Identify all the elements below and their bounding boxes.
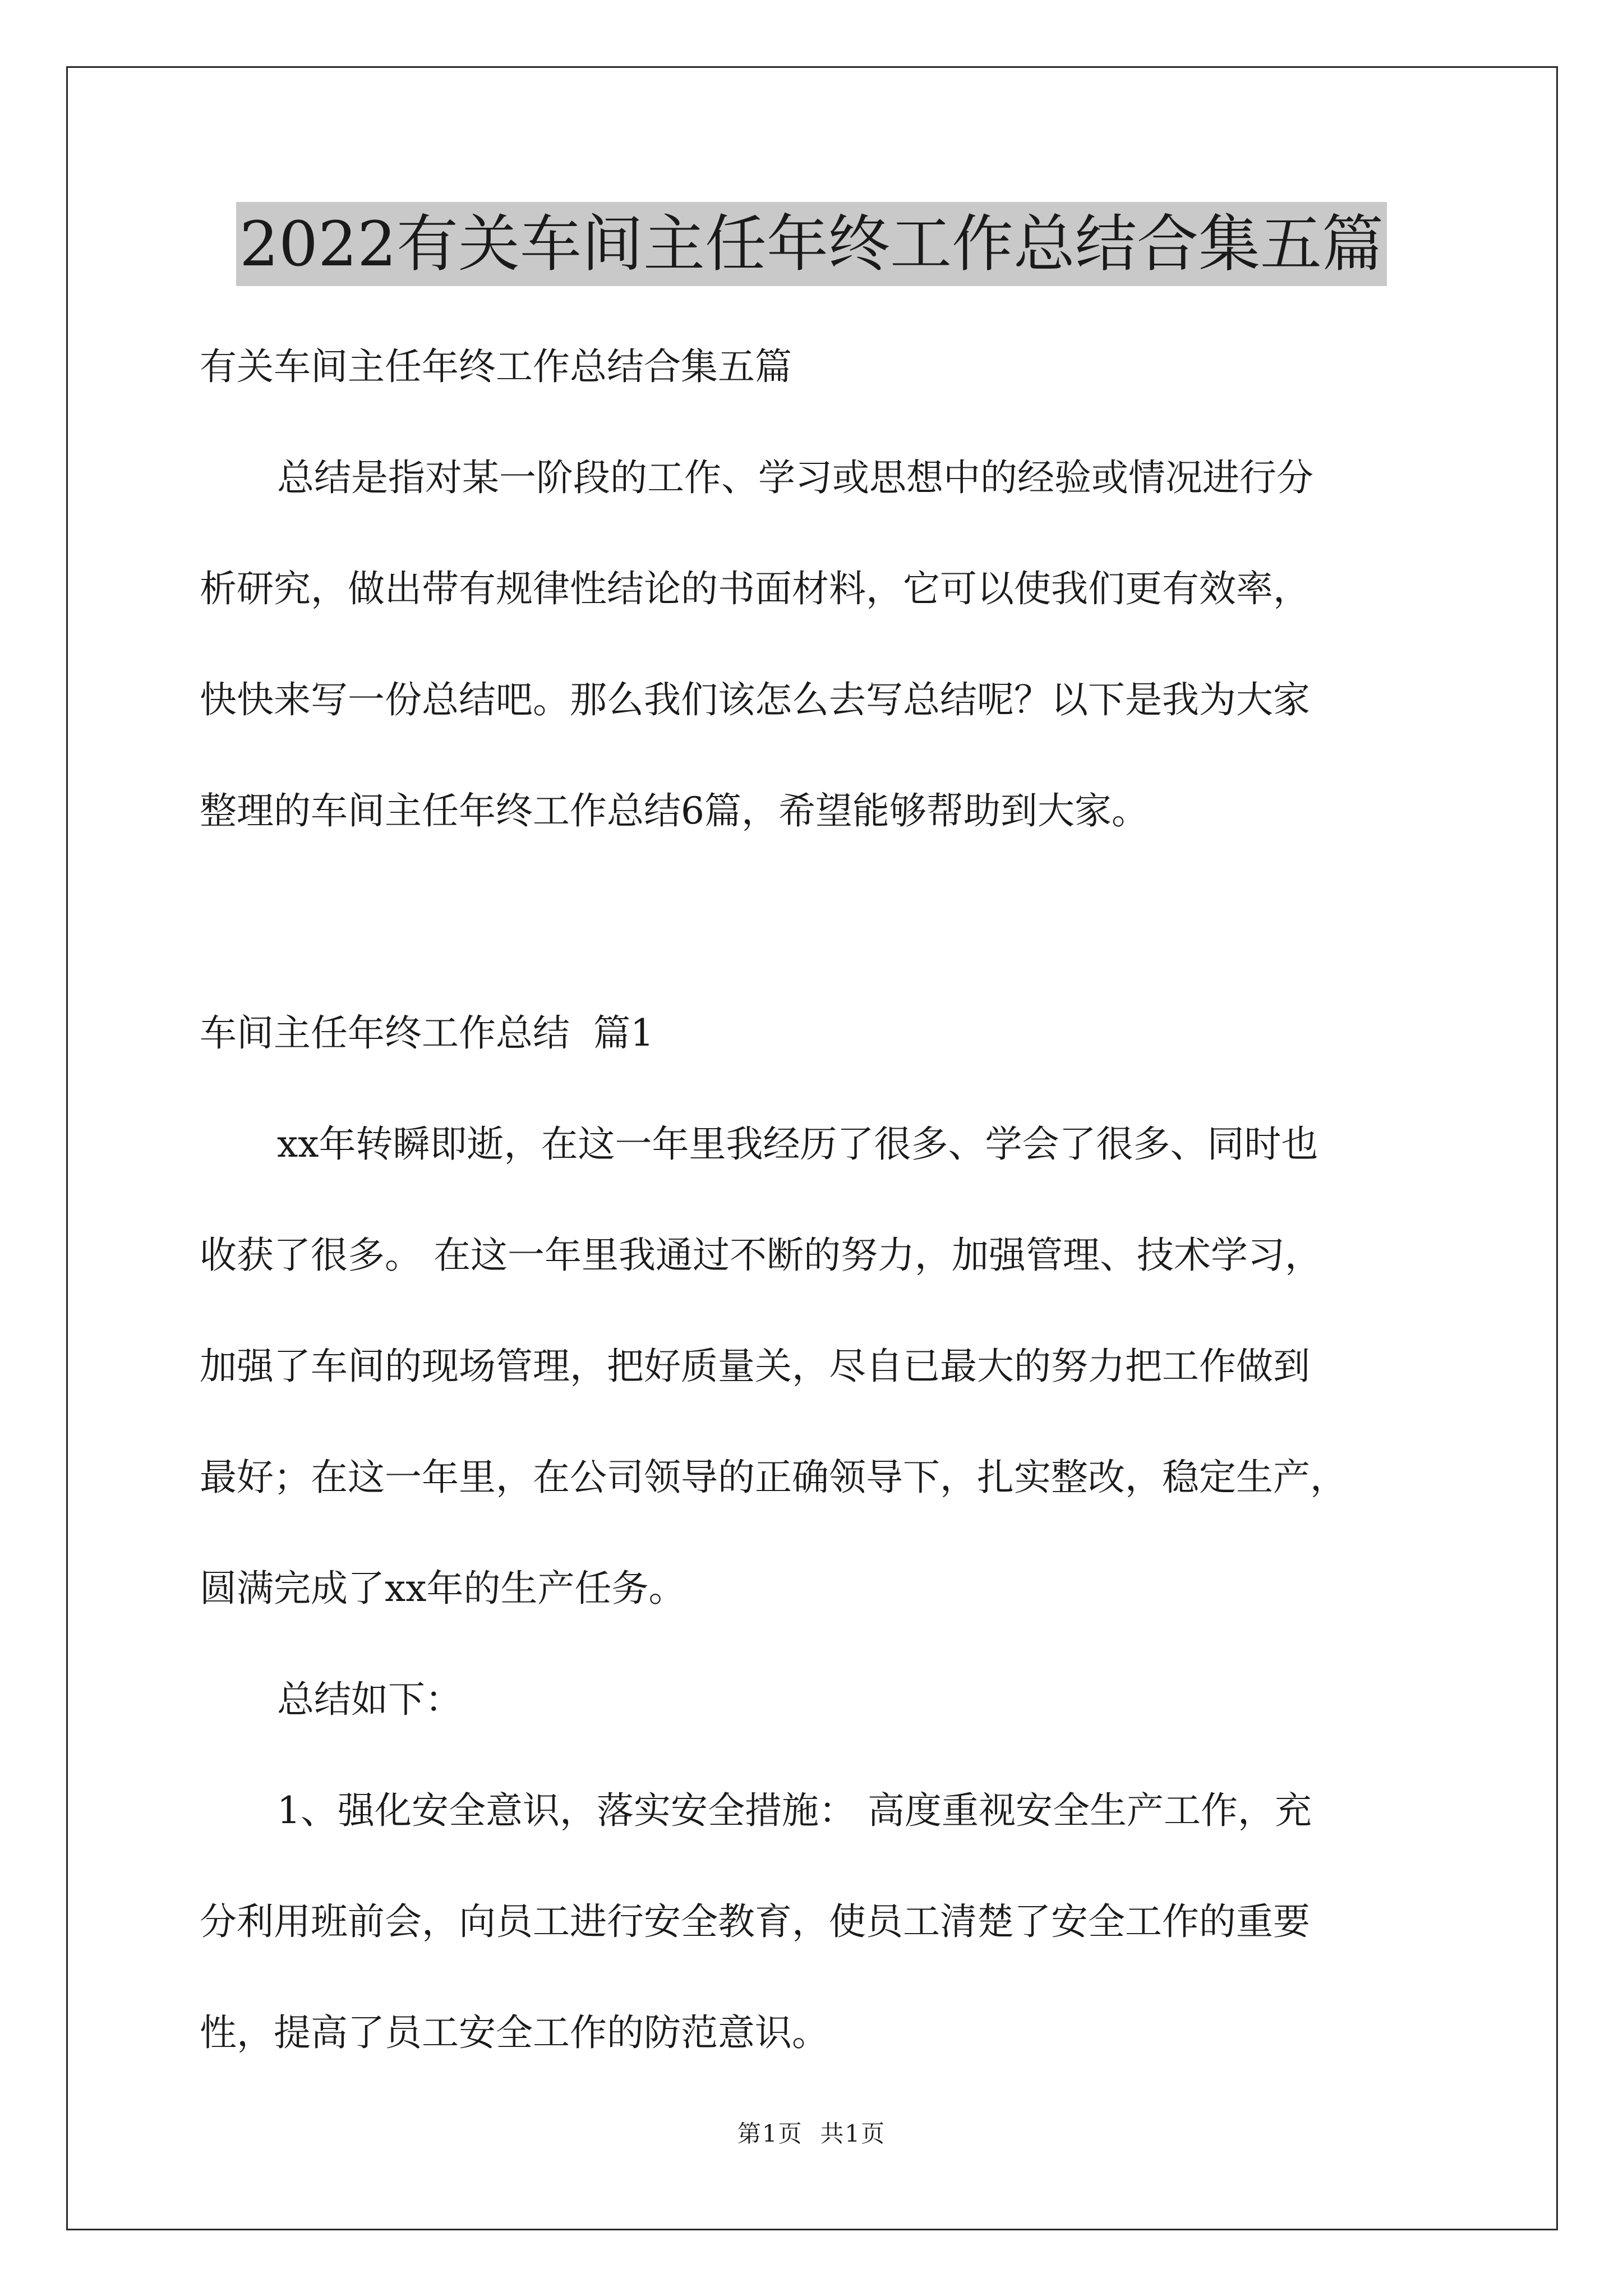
list-item-line: 性，提高了员工安全工作的防范意识。 [200, 2011, 829, 2054]
paragraph-line: 收获了很多。 在这一年里我通过不断的努力，加强管理、技术学习， [200, 1234, 1322, 1277]
document-body [200, 311, 1433, 2088]
page-footer: 第1页 共1页 [737, 2120, 886, 2147]
paragraph-line: 最好；在这一年里，在公司领导的正确领导下，扎实整改，稳定生产， [200, 1456, 1347, 1499]
intro-line: 快快来写一份总结吧。那么我们该怎么去写总结呢？以下是我为大家 [200, 678, 1310, 721]
intro-line: 整理的车间主任年终工作总结6篇，希望能够帮助到大家。 [200, 789, 1149, 832]
section-heading: 车间主任年终工作总结 篇1 [200, 1011, 654, 1055]
intro-line: 析研究，做出带有规律性结论的书面材料，它可以使我们更有效率， [200, 567, 1310, 610]
list-item-line: 分利用班前会，向员工进行安全教育，使员工清楚了安全工作的重要 [200, 1900, 1310, 1943]
document-title-text: 2022有关车间主任年终工作总结合集五篇 [236, 202, 1387, 286]
document-subtitle: 有关车间主任年终工作总结合集五篇 [200, 345, 792, 388]
summary-label: 总结如下： [277, 1678, 462, 1721]
paragraph-line: xx年转瞬即逝，在这一年里我经历了很多、学会了很多、同时也 [277, 1122, 1318, 1166]
intro-line: 总结是指对某一阶段的工作、学习或思想中的经验或情况进行分 [277, 456, 1313, 499]
paragraph-line: 加强了车间的现场管理，把好质量关，尽自已最大的努力把工作做到 [200, 1345, 1310, 1388]
paragraph-line: 圆满完成了xx年的生产任务。 [200, 1567, 686, 1610]
list-item-line: 1、强化安全意识，落实安全措施： 高度重视安全生产工作，充 [277, 1789, 1312, 1832]
document-title [0, 202, 1623, 286]
